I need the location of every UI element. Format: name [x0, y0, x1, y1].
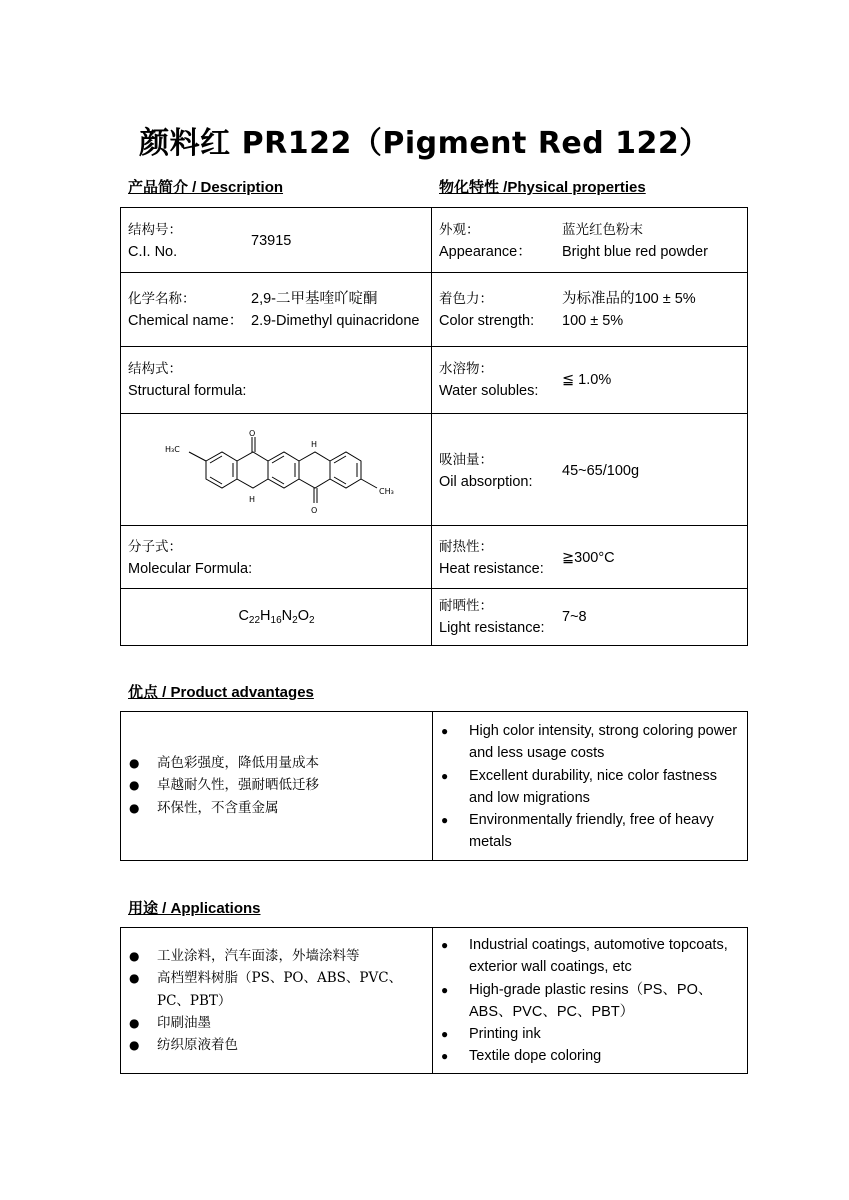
oil-label-cn: 吸油量：	[439, 452, 493, 468]
water-label-en: Water solubles:	[439, 383, 539, 399]
appearance-label-en: Appearance：	[439, 244, 532, 260]
light-resistance-cell	[432, 589, 748, 646]
structural-label-cn: 结构式：	[128, 361, 182, 377]
strength-value-en: 100 ± 5%	[562, 313, 624, 329]
oxygen-label-top: O	[249, 429, 256, 438]
list-item: ● High color intensity, strong coloring power and less usage costs	[439, 720, 739, 765]
chemical-name-cell	[121, 273, 432, 347]
nh-label-top: H	[311, 440, 318, 449]
list-item: ● 卓越耐久性，强耐晒低迁移	[127, 774, 417, 796]
strength-value-cn: 为标准品的100 ± 5%	[562, 291, 696, 307]
list-item: ● Excellent durability, nice color fastness and low migrations	[439, 765, 739, 810]
advantages-list-cn	[127, 752, 417, 819]
appearance-value-cn: 蓝光红色粉末	[562, 222, 643, 238]
oil-value: 45~65/100g	[562, 463, 640, 479]
list-item: ● Printing ink	[439, 1023, 741, 1045]
water-value: ≦ 1.0%	[562, 372, 612, 388]
heat-resistance-cell	[432, 526, 748, 589]
list-item: ● 工业涂料，汽车面漆，外墙涂料等	[127, 945, 427, 967]
list-item: ● 高档塑料树脂（PS、PO、ABS、PVC、PC、PBT）	[127, 967, 427, 1012]
structural-formula-label-cell	[121, 347, 432, 414]
oil-absorption-cell	[432, 414, 748, 526]
oxygen-label-bottom: O	[311, 506, 318, 515]
methyl-label-left: H₃C	[165, 445, 180, 454]
chemical-value-en: 2.9-Dimethyl quinacridone	[251, 313, 420, 329]
chemical-label-en: Chemical name：	[128, 313, 244, 329]
applications-list-cn	[127, 945, 427, 1056]
section-heading-advantages: 优点 / Product advantages	[128, 684, 314, 701]
strength-label-en: Color strength:	[439, 313, 535, 329]
molecular-formula-cell	[121, 589, 432, 646]
properties-table	[120, 207, 748, 646]
methyl-label-right: CH₃	[379, 487, 394, 496]
applications-list-en	[439, 934, 741, 1068]
light-value: 7~8	[562, 609, 587, 625]
structure-diagram-cell	[121, 414, 432, 526]
section-heading-description: 产品简介 / Description	[128, 179, 284, 196]
advantages-list-en	[439, 720, 739, 854]
water-label-cn: 水溶物：	[439, 361, 493, 377]
appearance-label-cn: 外观：	[439, 222, 480, 238]
advantages-divider	[432, 712, 433, 860]
page-title: 颜料红 PR122（Pigment Red 122）	[139, 126, 710, 161]
list-item: ● 环保性，不含重金属	[127, 797, 417, 819]
list-item: ● 高色彩强度，降低用量成本	[127, 752, 417, 774]
ci-value: 73915	[251, 233, 292, 249]
molecular-formula-label-cell	[121, 526, 432, 589]
light-label-cn: 耐晒性：	[439, 598, 493, 614]
oil-label-en: Oil absorption:	[439, 474, 533, 490]
strength-label-cn: 着色力：	[439, 291, 493, 307]
section-heading-physical: 物化特性 /Physical properties	[439, 179, 646, 196]
section-heading-applications: 用途 / Applications	[128, 900, 261, 917]
nh-label-bottom: H	[249, 495, 256, 504]
light-label-en: Light resistance:	[439, 620, 545, 636]
list-item: ● Environmentally friendly, free of heavy metals	[439, 809, 739, 854]
quinacridone-structure-diagram	[151, 428, 411, 520]
heat-label-cn: 耐热性：	[439, 539, 493, 555]
chemical-value-cn: 2,9-二甲基喹吖啶酮	[251, 291, 378, 307]
heat-label-en: Heat resistance:	[439, 561, 544, 577]
applications-box	[120, 927, 748, 1074]
chemical-label-cn: 化学名称：	[128, 291, 196, 307]
list-item: ● Industrial coatings, automotive topcoats, exterior wall coatings, etc	[439, 934, 741, 979]
list-item: ● 印刷油墨	[127, 1012, 427, 1034]
appearance-cell	[432, 208, 748, 273]
molecular-label-cn: 分子式：	[128, 539, 182, 555]
applications-divider	[432, 928, 433, 1073]
molecular-label-en: Molecular Formula:	[128, 561, 253, 577]
list-item: ● Textile dope coloring	[439, 1045, 741, 1067]
appearance-value-en: Bright blue red powder	[562, 244, 708, 260]
molecular-formula: $C_{22}H_{16}N_2O_2$	[238, 608, 315, 626]
ci-number-cell	[121, 208, 432, 273]
list-item: ● 纺织原液着色	[127, 1034, 427, 1056]
ci-label-cn: 结构号：	[128, 222, 182, 238]
structural-label-en: Structural formula:	[128, 383, 247, 399]
heat-value: ≧300°C	[562, 550, 615, 566]
ci-label-en: C.I. No.	[128, 244, 178, 260]
color-strength-cell	[432, 273, 748, 347]
water-solubles-cell	[432, 347, 748, 414]
list-item: ● High-grade plastic resins（PS、PO、ABS、PVC、PC、PBT）	[439, 979, 741, 1024]
advantages-box	[120, 711, 748, 861]
